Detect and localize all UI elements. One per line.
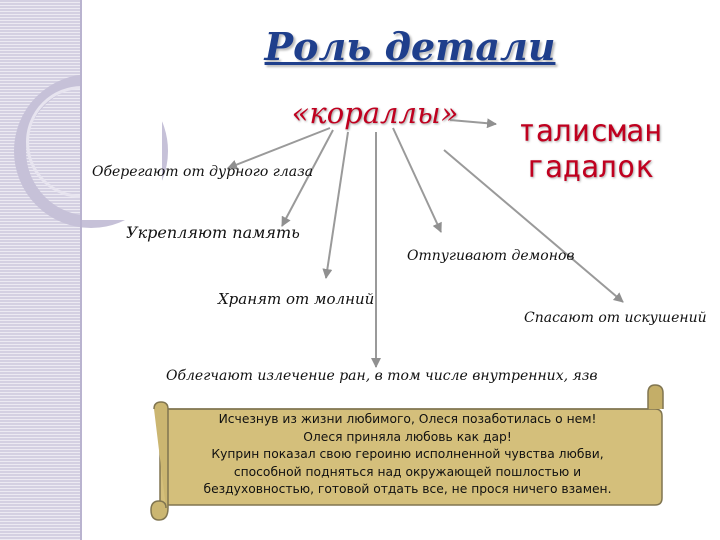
talisman-node	[490, 114, 690, 186]
scroll-line: Олеся приняла любовь как дар!	[303, 429, 512, 444]
talisman-line-2: гадалок	[526, 150, 654, 185]
node-evil-eye: Оберегают от дурного глаза	[92, 164, 314, 180]
scroll-line: бездуховностью, готовой отдать все, не прося ничего взамен.	[203, 482, 612, 497]
talisman-line-1: талисман	[517, 114, 663, 149]
node-memory: Укрепляют память	[126, 223, 300, 242]
scroll-top-curl	[160, 385, 663, 409]
page-title: Роль детали	[264, 24, 556, 69]
arrow-demons	[393, 128, 441, 232]
arrow-evil-eye	[228, 128, 330, 168]
scroll-line: Исчезнув из жизни любимого, Олеся позаботилась о нем!	[218, 412, 597, 426]
center-node-corals: «кораллы»	[291, 96, 459, 130]
scroll-text	[180, 411, 635, 499]
node-healing: Облегчают излечение ран, в том числе внутренних, язв	[166, 368, 598, 384]
arrow-lightning	[326, 132, 348, 278]
node-temptation: Спасают от искушений	[524, 310, 707, 326]
node-demons: Отпугивают демонов	[407, 248, 575, 264]
scroll-line: способной подняться над окружающей пошлостью и	[233, 464, 582, 479]
node-lightning: Хранят от молний	[218, 290, 375, 308]
scroll-line: Куприн показал свою героиню исполненной чувства любви,	[211, 447, 604, 462]
